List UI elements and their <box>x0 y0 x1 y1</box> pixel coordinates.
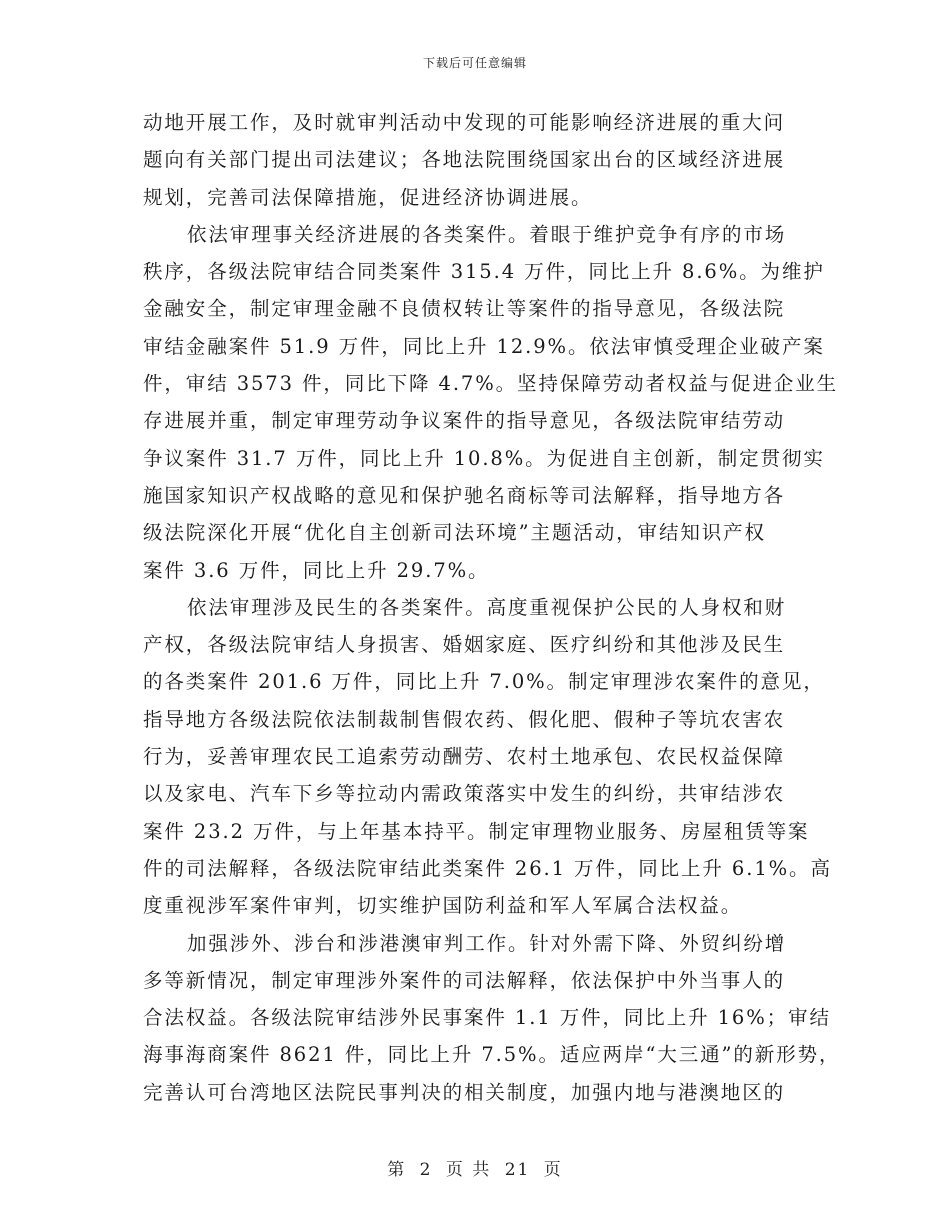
body-line: 以及家电、汽车下乡等拉动内需政策落实中发生的纠纷，共审结涉农 <box>143 782 786 806</box>
body-line: 件，审结 3573 件，同比下降 4.7%。坚持保障劳动者权益与促进企业生 <box>143 372 839 396</box>
document-body <box>143 104 841 1111</box>
paragraph-first-line: 依法审理事关经济进展的各类案件。着眼于维护竞争有序的市场 <box>187 222 787 246</box>
body-line: 案件 3.6 万件，同比上升 29.7%。 <box>143 558 490 582</box>
page-header: 下载后可任意编辑 <box>422 56 527 70</box>
body-line: 行为，妥善审理农民工追索劳动酬劳、农村土地承包、农民权益保障 <box>143 745 786 769</box>
body-line: 完善认可台湾地区法院民事判决的相关制度，加强内地与港澳地区的 <box>143 1080 786 1104</box>
body-line: 施国家知识产权战略的意见和保护驰名商标等司法解释，指导地方各 <box>143 483 786 507</box>
body-line: 合法权益。各级法院审结涉外民事案件 1.1 万件，同比上升 16%；审结 <box>143 1006 831 1030</box>
body-line: 动地开展工作，及时就审判活动中发现的可能影响经济进展的重大问 <box>143 111 786 134</box>
body-line: 指导地方各级法院依法制裁制售假农药、假化肥、假种子等坑农害农 <box>143 707 786 731</box>
body-line: 秩序，各级法院审结合同类案件 315.4 万件，同比上升 8.6%。为维护 <box>143 260 825 284</box>
footer-middle: 页 共 <box>445 1160 492 1180</box>
footer-prefix: 第 <box>387 1160 407 1180</box>
body-line: 案件 23.2 万件，与上年基本持平。制定审理物业服务、房屋租赁等案 <box>143 819 810 843</box>
body-line: 题向有关部门提出司法建议；各地法院围绕国家出台的区域经济进展 <box>143 148 786 172</box>
body-line: 金融安全，制定审理金融不良债权转让等案件的指导意见，各级法院 <box>143 297 786 321</box>
total-pages-number: 21 <box>504 1160 531 1180</box>
body-line: 产权，各级法院审结人身损害、婚姻家庭、医疗纠纷和其他涉及民生 <box>143 633 786 657</box>
body-line: 的各类案件 201.6 万件，同比上升 7.0%。制定审理涉农案件的意见， <box>143 670 825 694</box>
body-line: 存进展并重，制定审理劳动争议案件的指导意见，各级法院审结劳动 <box>143 409 786 433</box>
body-line: 审结金融案件 51.9 万件，同比上升 12.9%。依法审慎受理企业破产案 <box>143 334 825 358</box>
footer-suffix: 页 <box>543 1160 563 1180</box>
body-line: 争议案件 31.7 万件，同比上升 10.8%。为促进自主创新，制定贯彻实 <box>143 446 825 470</box>
paragraph-first-line: 加强涉外、涉台和涉港澳审判工作。针对外需下降、外贸纠纷增 <box>187 931 787 955</box>
body-line: 多等新情况，制定审理涉外案件的司法解释，依法保护中外当事人的 <box>143 968 786 992</box>
body-line: 件的司法解释，各级法院审结此类案件 26.1 万件，同比上升 6.1%。高 <box>143 856 832 880</box>
body-line: 海事海商案件 8621 件，同比上升 7.5%。适应两岸“大三通”的新形势， <box>143 1043 841 1067</box>
paragraph-first-line: 依法审理涉及民生的各类案件。高度重视保护公民的人身权和财 <box>187 595 787 619</box>
body-line: 级法院深化开展“优化自主创新司法环境”主题活动，审结知识产权 <box>143 521 766 545</box>
body-line: 规划，完善司法保障措施，促进经济协调进展。 <box>143 185 593 209</box>
body-line: 度重视涉军案件审判，切实维护国防利益和军人军属合法权益。 <box>143 894 743 918</box>
page-footer <box>0 1155 950 1180</box>
current-page-number: 2 <box>419 1160 433 1180</box>
